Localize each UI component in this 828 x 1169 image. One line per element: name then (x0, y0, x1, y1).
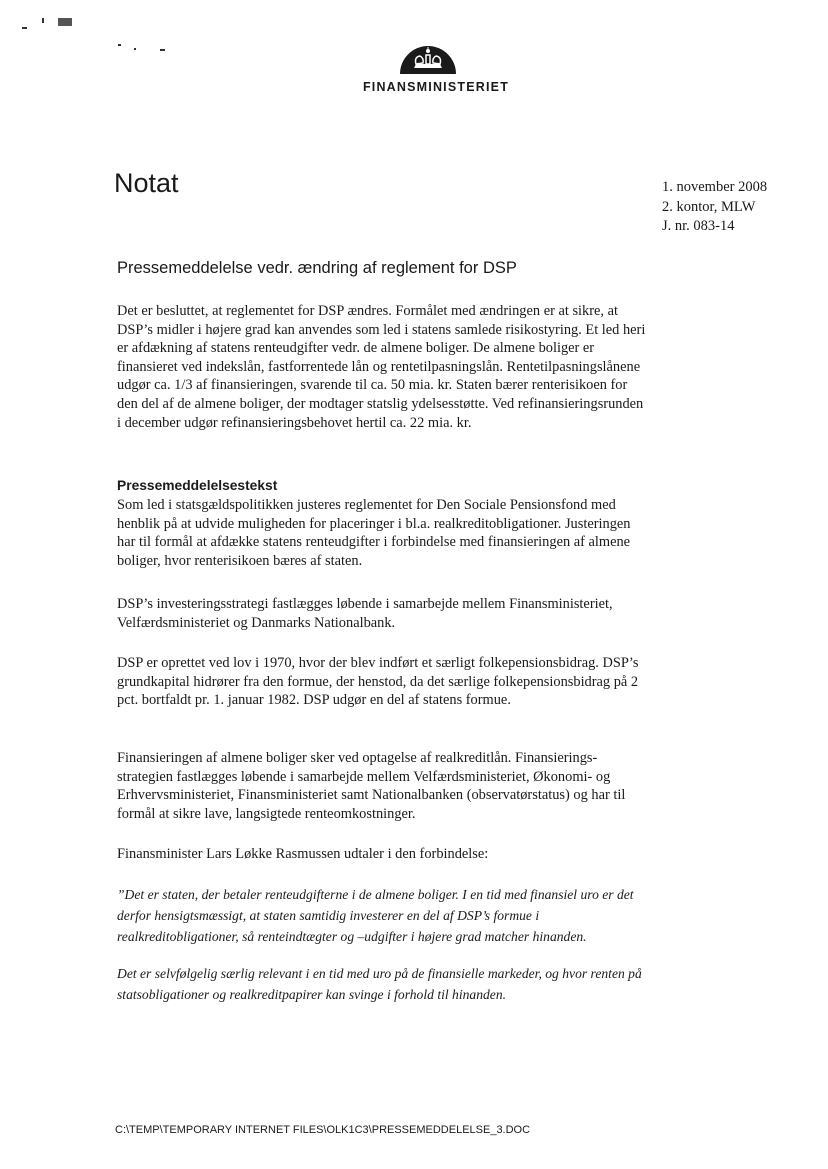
scan-artifact (160, 49, 165, 51)
press-block-2 (117, 595, 647, 632)
page-heading: Pressemeddelelse vedr. ændring af reglement for DSP (117, 259, 517, 277)
file-path-footer: C:\TEMP\TEMPORARY INTERNET FILES\OLK1C3\PRESSEMEDDELELSE_3.DOC (115, 1124, 531, 1136)
intro-paragraph: Det er besluttet, at reglementet for DSP ændres. Formålet med ændringen er at sikre, at DSP’s midler i højere grad kan anvendes som led i statens samlede risikostyring. Et led heri er afdækning af statens renteudgifter vedr. de almene boliger. De almene boliger er finansieret ved indekslån, fastforrentede lån og rentetilpasningslån. Rentetilpasningslånene udgør ca. 1/3 af finansieringen, svarende til ca. 50 mia. kr. Staten bærer renterisikoen for den del af de almene boliger, der modtager statslig ydelsesstøtte. Ved refinansieringsrunden i december udgør refinansieringsbehovet hertil ca. 22 mia. kr. (117, 303, 646, 431)
press-heading-block (117, 476, 647, 495)
press-block-4 (117, 749, 647, 823)
scan-artifact (58, 18, 72, 26)
intro-block (117, 302, 647, 432)
quote-paragraph-1: ”Det er staten, der betaler renteudgifterne i de almene boliger. I en tid med finansiel uro er det derfor hensigtsmæssigt, at staten samtidig investerer en del af DSP’s formue i realkreditobligationer, så renteindtægter og –udgifter i højere grad matcher hinanden. (117, 887, 634, 944)
meta-date: 1. november 2008 (662, 179, 768, 195)
quote-block-1 (117, 884, 647, 947)
press-block-5 (117, 845, 647, 864)
quote-paragraph-2: Det er selvfølgelig særlig relevant i en tid med uro på de finansielle markeder, og hvor renten på statsobligationer og realkreditpapirer kan svinge i forhold til hinanden. (117, 966, 642, 1002)
document-meta (662, 178, 767, 237)
scan-artifact (118, 44, 121, 46)
logo-text: FINANSMINISTERIET (362, 80, 510, 94)
scan-artifact (134, 48, 136, 50)
press-heading: Pressemeddelelsestekst (117, 478, 278, 493)
crown-logo-icon (398, 44, 458, 74)
meta-office: 2. kontor, MLW (662, 198, 756, 215)
press-block-1 (117, 496, 647, 570)
quote-block-2 (117, 963, 647, 1005)
document-title: Notat (114, 168, 179, 198)
press-paragraph-2: DSP’s investeringsstrategi fastlægges løbende i samarbejde mellem Finansministeriet, Velfærdsministeriet og Danmarks Nationalbank. (117, 596, 613, 631)
meta-journal-number: J. nr. 083-14 (662, 218, 735, 234)
press-paragraph-1: Som led i statsgældspolitikken justeres reglementet for Den Sociale Pensionsfond med henblik på at udvide muligheden for placeringer i bl.a. realkreditobligationer. Justeringen har til formål at afdække statens renteudgifter i forbindelse med finansieringen af almene boliger, hvor renterisikoen bæres af staten. (117, 497, 631, 569)
press-paragraph-5: Finansminister Lars Løkke Rasmussen udtaler i den forbindelse: (117, 846, 489, 862)
scan-artifact (22, 27, 27, 29)
press-block-3 (117, 654, 647, 710)
scan-artifact (42, 18, 44, 23)
press-paragraph-4: Finansieringen af almene boliger sker ved optagelse af realkreditlån. Finansieringsstrategien fastlægges løbende i samarbejde mellem Velfærdsministeriet, Økonomi- og Erhvervsministeriet, Finansministeriet samt Nationalbanken (observatørstatus) og har til formål at sikre lave, langsigtede renteomkostninger. (117, 750, 626, 822)
press-paragraph-3: DSP er oprettet ved lov i 1970, hvor der blev indført et særligt folkepensionsbidrag. DSP’s grundkapital hidrører fra den formue, der henstod, da det særlige folkepensionsbidrag på 2 pct. bortfaldt pr. 1. januar 1982. DSP udgør en del af statens formue. (117, 655, 639, 709)
